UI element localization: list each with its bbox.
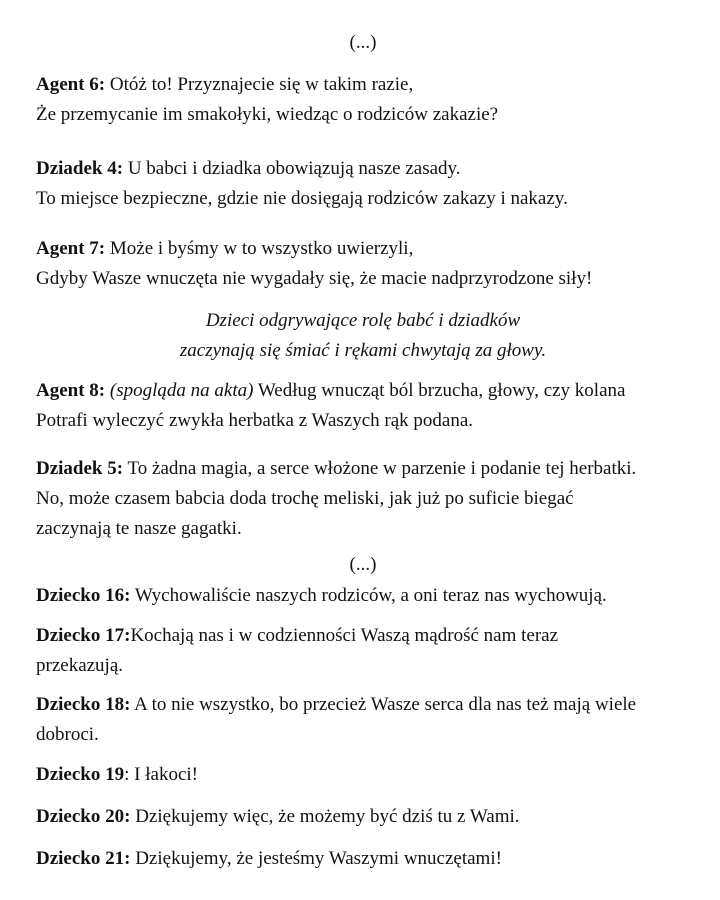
- dialogue-line: dobroci.: [36, 724, 99, 745]
- dialogue-line: A to nie wszystko, bo przecież Wasze serca dla nas też mają wiele: [130, 694, 637, 715]
- dialogue-dziecko-16: [36, 581, 690, 611]
- speaker-label: Dziecko 16:: [36, 585, 131, 606]
- dialogue-line: Dziękujemy, że jesteśmy Waszymi wnuczętami!: [130, 848, 502, 869]
- dialogue-line: Że przemycanie im smakołyki, wiedząc o rodziców zakazie?: [36, 104, 499, 125]
- dialogue-line: Potrafi wyleczyć zwykła herbatka z Waszych rąk podana.: [36, 410, 474, 431]
- dialogue-line: Kochają nas i w codzienności Waszą mądrość nam teraz: [130, 625, 559, 646]
- dialogue-line: : I łakoci!: [124, 764, 198, 785]
- speaker-label: Dziecko 19: [36, 764, 125, 785]
- dialogue-dziecko-21: [36, 844, 690, 874]
- dialogue-agent-7: [36, 234, 690, 294]
- dialogue-line: No, może czasem babcia doda trochę meliski, jak już po suficie biegać: [36, 488, 574, 509]
- dialogue-line: To miejsce bezpieczne, gdzie nie dosięgają rodziców zakazy i nakazy.: [36, 188, 568, 209]
- stage-direction-line: Dzieci odgrywające rolę babć i dziadków: [205, 310, 521, 331]
- dialogue-agent-6: [36, 70, 690, 130]
- dialogue-dziadek-4: [36, 154, 690, 214]
- dialogue-line: Według wnucząt ból brzucha, głowy, czy kolana: [253, 380, 626, 401]
- dialogue-line: przekazują.: [36, 655, 124, 676]
- ellipsis-text: (...): [349, 554, 377, 575]
- dialogue-dziecko-17: [36, 621, 690, 681]
- speaker-label: Dziecko 21:: [36, 848, 131, 869]
- speaker-label: Dziecko 20:: [36, 806, 131, 827]
- dialogue-line: To żadna magia, a serce włożone w parzenie i podanie tej herbatki.: [123, 458, 637, 479]
- speaker-label: Dziecko 18:: [36, 694, 131, 715]
- dialogue-line: zaczynają te nasze gagatki.: [36, 518, 242, 539]
- stage-direction: [36, 306, 690, 366]
- dialogue-agent-8: [36, 376, 690, 436]
- dialogue-dziecko-19: [36, 760, 690, 790]
- speaker-label: Agent 8:: [36, 380, 106, 401]
- dialogue-dziecko-20: [36, 802, 690, 832]
- dialogue-dziecko-18: [36, 690, 690, 750]
- speaker-label: Dziadek 4:: [36, 158, 124, 179]
- dialogue-line: Dziękujemy więc, że możemy być dziś tu z Wami.: [130, 806, 520, 827]
- speaker-label: Agent 7:: [36, 238, 106, 259]
- ellipsis-text: (...): [349, 32, 377, 53]
- inline-stage-note: (spogląda na akta): [105, 380, 254, 401]
- dialogue-line: Może i byśmy w to wszystko uwierzyli,: [105, 238, 414, 259]
- speaker-label: Dziecko 17:: [36, 625, 131, 646]
- ellipsis-marker-middle: [36, 550, 690, 580]
- speaker-label: Dziadek 5:: [36, 458, 124, 479]
- speaker-label: Agent 6:: [36, 74, 106, 95]
- dialogue-line: U babci i dziadka obowiązują nasze zasady.: [123, 158, 461, 179]
- ellipsis-marker-top: [36, 28, 690, 58]
- dialogue-line: Otóż to! Przyznajecie się w takim razie,: [105, 74, 414, 95]
- stage-direction-line: zaczynają się śmiać i rękami chwytają za głowy.: [179, 340, 547, 361]
- dialogue-line: Gdyby Wasze wnuczęta nie wygadały się, że macie nadprzyrodzone siły!: [36, 268, 593, 289]
- dialogue-dziadek-5: [36, 454, 690, 544]
- dialogue-line: Wychowaliście naszych rodziców, a oni teraz nas wychowują.: [130, 585, 607, 606]
